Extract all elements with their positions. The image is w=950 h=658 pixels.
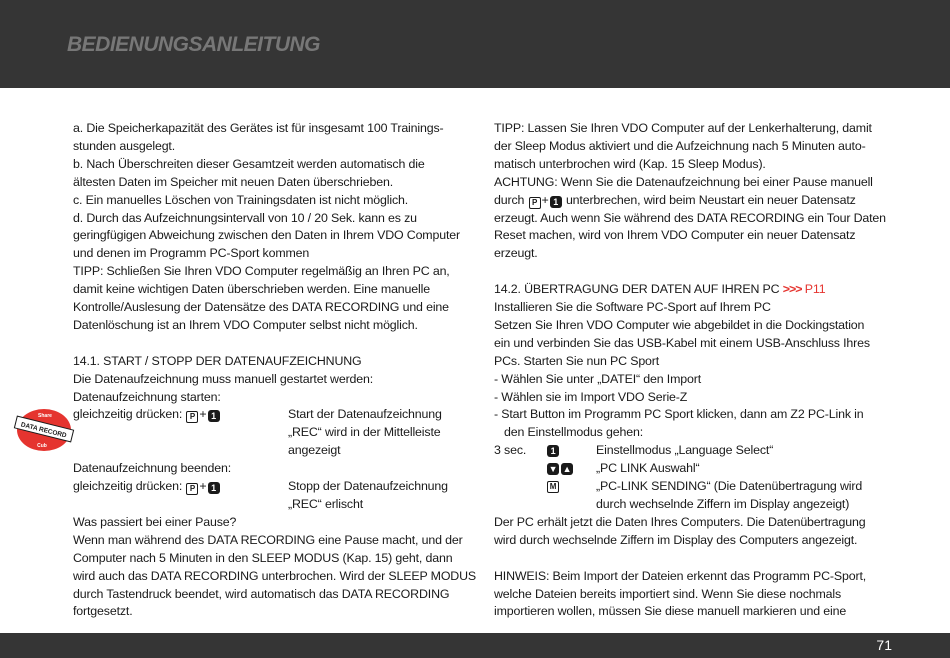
step-row [494, 442, 894, 460]
key-1-icon: 1 [550, 196, 562, 208]
text-line: Der PC erhält jetzt die Daten Ihres Computers. Die Datenübertragung [494, 514, 866, 529]
text-line: Installieren Sie die Software PC-Sport auf Ihrem PC [494, 300, 771, 315]
badge-line-2: DATA RECORD [20, 421, 68, 440]
text-line: stunden ausgelegt. [73, 138, 176, 153]
text-line: importieren wollen, müssen Sie diese manuell markieren und eine [494, 604, 847, 619]
text-fragment: durch [494, 192, 525, 207]
press-label: gleichzeitig drücken: [73, 407, 183, 422]
text-line: Computer nach 5 Minuten in den SLEEP MODUS (Kap. 15) geht, dann [73, 550, 453, 565]
stop-description: „REC“ erlischt [288, 497, 364, 512]
page-reference-arrows: >>> [782, 282, 802, 297]
text-line: Wenn man während des DATA RECORDING eine Pause macht, und der [73, 532, 463, 547]
step-text: durch wechselnde Ziffern im Display angezeigt) [596, 497, 850, 512]
text-line [494, 192, 894, 210]
start-description: „REC“ wird in der Mittelleiste [288, 425, 441, 440]
left-column [73, 120, 477, 621]
text-line: welche Dateien bereits importiert sind. Wenn Sie diese nochmals [494, 586, 842, 601]
text-line: den Einstellmodus gehen: [504, 425, 643, 440]
text-line: ein und verbinden Sie das USB-Kabel mit einem USB-Anschluss Ihres [494, 335, 870, 350]
text-line: ACHTUNG: Wenn Sie die Datenaufzeichnung bei einer Pause manuell [494, 174, 873, 189]
badge-line-3: Cub [37, 443, 47, 449]
text-line: und denen im Programm PC-Sport kommen [73, 246, 310, 261]
text-fragment: unterbrechen, wird beim Neustart ein neuer Datensatz [565, 192, 856, 207]
section-heading-14-2 [494, 281, 894, 299]
text-line: a. Die Speicherkapazität des Gerätes ist für insgesamt 100 Trainings- [73, 121, 444, 135]
text-line: durch Tastendruck beendet, wird automatisch das DATA RECORDING [73, 586, 450, 601]
text-line: - Wählen sie im Import VDO Serie-Z [494, 389, 688, 404]
page-reference-link[interactable]: P11 [804, 282, 826, 297]
plus-sign: + [541, 192, 549, 207]
text-line: Datenaufzeichnung starten: [73, 389, 221, 404]
stop-description: Stopp der Datenaufzeichnung [288, 479, 448, 494]
step-row [494, 478, 894, 496]
p-key-icon: P [186, 411, 198, 423]
text-line: PCs. Starten Sie nun PC Sport [494, 353, 660, 368]
page-number: 71 [876, 637, 892, 653]
text-line: TIPP: Lassen Sie Ihren VDO Computer auf der Lenkerhalterung, damit [494, 121, 872, 135]
text-line: - Start Button im Programm PC Sport klicken, dann am Z2 PC-Link in [494, 407, 864, 422]
start-description: Start der Datenaufzeichnung [288, 407, 442, 422]
text-line: TIPP: Schließen Sie Ihren VDO Computer regelmäßig an Ihren PC an, [73, 264, 450, 279]
text-line: fortgesetzt. [73, 604, 133, 619]
p-key-icon: P [186, 483, 198, 495]
data-record-badge [12, 406, 76, 454]
key-1-icon: 1 [547, 445, 559, 457]
text-line: b. Nach Überschreiten dieser Gesamtzeit werden automatisch die [73, 156, 425, 171]
text-line: ältesten Daten im Speicher mit neuen Daten überschrieben. [73, 174, 393, 189]
manual-title: BEDIENUNGSANLEITUNG [67, 33, 321, 56]
plus-sign: + [199, 479, 207, 494]
text-line: Reset machen, wird von Ihrem VDO Computer ein neuer Datensatz [494, 228, 856, 243]
step-text: Einstellmodus „Language Select“ [596, 443, 774, 458]
down-key-icon: ▼ [548, 464, 558, 475]
step-text: „PC-LINK SENDING“ (Die Datenübertragung wird [596, 479, 863, 494]
text-line: d. Durch das Aufzeichnungsintervall von 10 / 20 Sek. kann es zu [73, 210, 417, 225]
text-line: Datenaufzeichnung beenden: [73, 461, 232, 476]
text-line: wird auch das DATA RECORDING unterbrochen. Wird der SLEEP MODUS [73, 568, 477, 583]
text-line: Die Datenaufzeichnung muss manuell gestartet werden: [73, 371, 374, 386]
badge-line-1: Share [38, 413, 52, 419]
right-column [494, 120, 894, 621]
text-line: wird durch wechselnde Ziffern im Display des Computers angezeigt. [494, 532, 858, 547]
text-line: - Wählen Sie unter „DATEI“ den Import [494, 371, 702, 386]
press-label: gleichzeitig drücken: [73, 479, 183, 494]
up-key-icon: ▲ [562, 464, 572, 475]
section-heading-14-1: 14.1. START / STOPP DER DATENAUFZEICHNUNG [73, 353, 362, 368]
key-1-icon: 1 [208, 410, 220, 422]
plus-sign: + [199, 407, 207, 422]
step-text: „PC LINK Auswahl“ [596, 461, 700, 476]
text-line: geringfügigen Abweichung zwischen den Daten in Ihrem VDO Computer [73, 228, 460, 243]
step-row [494, 460, 894, 478]
text-line: Datenlöschung ist an Ihrem VDO Computer selbst nicht möglich. [73, 317, 418, 332]
text-line: Kontrolle/Auslesung der Datensätze des DATA RECORDING und eine [73, 300, 449, 315]
start-recording-row [73, 406, 473, 424]
p-key-icon: P [529, 197, 541, 209]
text-line: erzeugt. [494, 246, 538, 261]
text-line: erzeugt. Auch wenn Sie während des DATA RECORDING ein Tour Daten [494, 210, 886, 225]
page-footer [0, 633, 950, 658]
text-line: HINWEIS: Beim Import der Dateien erkennt das Programm PC-Sport, [494, 568, 867, 583]
step-duration: 3 sec. [494, 443, 527, 458]
text-line: matisch unterbrochen wird (Kap. 15 Sleep Modus). [494, 156, 766, 171]
text-line: damit keine wichtigen Daten überschrieben werden. Eine manuelle [73, 282, 430, 297]
text-line: c. Ein manuelles Löschen von Trainingsdaten ist nicht möglich. [73, 192, 409, 207]
text-line: Setzen Sie Ihren VDO Computer wie abgebildet in die Dockingstation [494, 317, 865, 332]
stop-recording-row [73, 478, 473, 496]
m-key-icon: M [547, 481, 559, 493]
text-line: der Sleep Modus aktiviert und die Aufzeichnung nach 5 Minuten auto- [494, 138, 866, 153]
key-1-icon: 1 [208, 482, 220, 494]
page-header [0, 0, 950, 88]
heading-text: 14.2. ÜBERTRAGUNG DER DATEN AUF IHREN PC [494, 282, 780, 297]
text-line: Was passiert bei einer Pause? [73, 514, 237, 529]
start-description: angezeigt [288, 443, 341, 458]
